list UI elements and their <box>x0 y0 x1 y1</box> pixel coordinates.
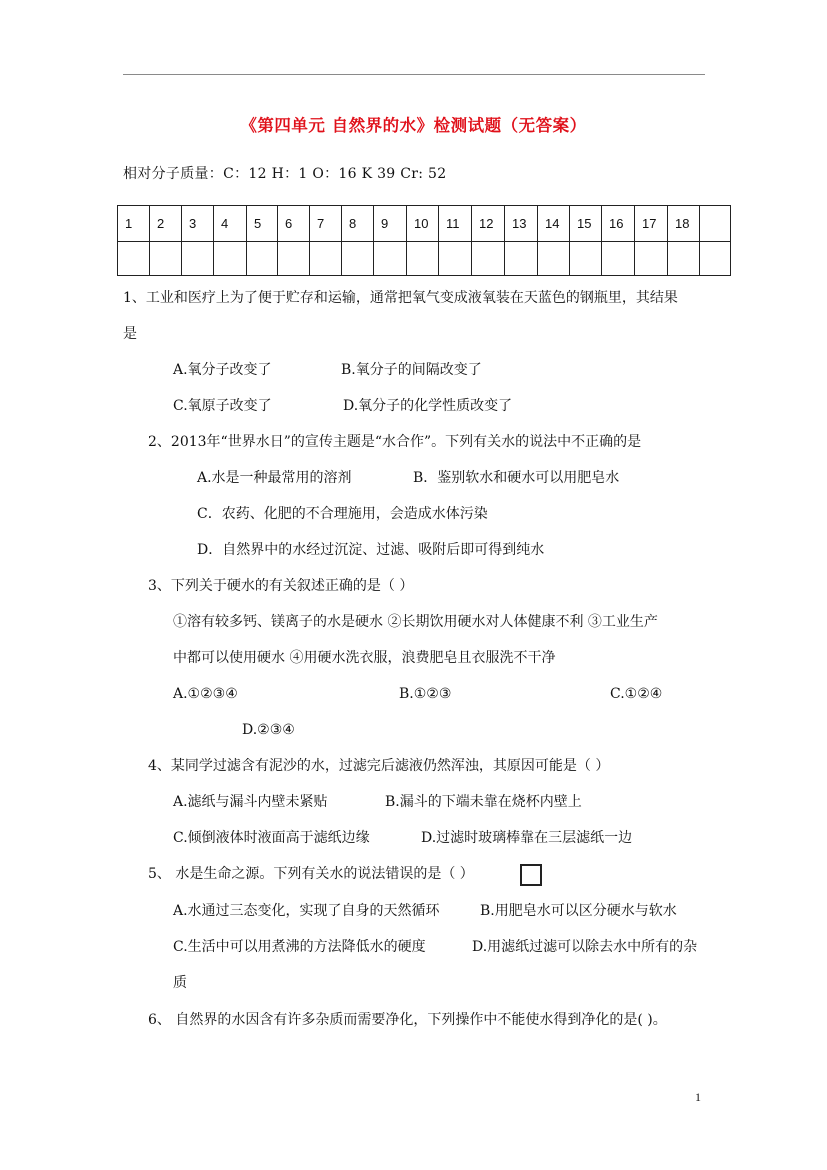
q3-statements-line2: 中都可以使用硬水 ④用硬水洗衣服，浪费肥皂且衣服洗不干净 <box>173 650 556 666</box>
answer-cell[interactable] <box>342 242 374 276</box>
answer-table-blank-row <box>118 242 731 276</box>
answer-cell[interactable] <box>150 242 182 276</box>
answer-number-12: 12 <box>472 206 505 242</box>
q4-option-d: D.过滤时玻璃棒靠在三层滤纸一边 <box>421 830 633 846</box>
answer-cell[interactable] <box>668 242 700 276</box>
q2-option-a: A.水是一种最常用的溶剂 <box>197 470 352 486</box>
q2-option-d: D．自然界中的水经过沉淀、过滤、吸附后即可得到纯水 <box>197 542 545 558</box>
q2-option-c: C．农药、化肥的不合理施用，会造成水体污染 <box>197 506 488 522</box>
page-number: 1 <box>695 1090 701 1104</box>
answer-cell[interactable] <box>439 242 472 276</box>
answer-cell[interactable] <box>700 242 731 276</box>
answer-box[interactable] <box>520 864 542 886</box>
answer-number-2: 2 <box>150 206 182 242</box>
q5-option-a: A.水通过三态变化，实现了自身的天然循环 <box>173 903 440 919</box>
q3-option-c: C.①②④ <box>610 686 663 702</box>
q5-option-d-line2: 质 <box>173 975 187 991</box>
answer-cell[interactable] <box>310 242 342 276</box>
q3-option-a: A.①②③④ <box>173 686 238 702</box>
q2-option-b: B．鉴别软水和硬水可以用肥皂水 <box>413 470 620 486</box>
q1-option-a: A.氧分子改变了 <box>173 362 272 378</box>
answer-table-number-row <box>118 206 731 242</box>
relative-mass-line: 相对分子质量：C：12 H：1 O：16 K 39 Cr: 52 <box>123 166 447 182</box>
answer-cell[interactable] <box>538 242 570 276</box>
answer-number-5: 5 <box>247 206 278 242</box>
answer-number-18: 18 <box>668 206 700 242</box>
answer-number-1: 1 <box>118 206 150 242</box>
page-title: 《第四单元 自然界的水》检测试题（无答案） <box>240 116 587 135</box>
answer-number-3: 3 <box>182 206 214 242</box>
answer-cell[interactable] <box>407 242 439 276</box>
q4-stem: 4、某同学过滤含有泥沙的水，过滤完后滤液仍然浑浊，其原因可能是（ ） <box>148 758 610 774</box>
answer-cell[interactable] <box>374 242 407 276</box>
q5-stem: 5、 水是生命之源。下列有关水的说法错误的是（ ） <box>148 866 474 882</box>
answer-number-10: 10 <box>407 206 439 242</box>
answer-number-7: 7 <box>310 206 342 242</box>
q5-option-c: C.生活中可以用煮沸的方法降低水的硬度 <box>173 939 426 955</box>
q4-option-a: A.滤纸与漏斗内壁未紧贴 <box>173 794 328 810</box>
q5-option-b: B.用肥皂水可以区分硬水与软水 <box>480 903 677 919</box>
q1-stem-line2: 是 <box>123 326 137 342</box>
answer-number-4: 4 <box>214 206 247 242</box>
answer-cell[interactable] <box>214 242 247 276</box>
answer-table <box>117 205 731 276</box>
answer-number-15: 15 <box>570 206 602 242</box>
q3-option-d: D.②③④ <box>242 722 295 738</box>
answer-cell[interactable] <box>570 242 602 276</box>
q5-option-d-line1: D.用滤纸过滤可以除去水中所有的杂 <box>472 939 698 955</box>
answer-number-blank <box>700 206 731 242</box>
q4-option-b: B.漏斗的下端未靠在烧杯内壁上 <box>385 794 582 810</box>
answer-number-17: 17 <box>635 206 668 242</box>
answer-number-8: 8 <box>342 206 374 242</box>
answer-cell[interactable] <box>182 242 214 276</box>
q4-option-c: C.倾倒液体时液面高于滤纸边缘 <box>173 830 370 846</box>
answer-cell[interactable] <box>247 242 278 276</box>
q6-stem: 6、 自然界的水因含有许多杂质而需要净化，下列操作中不能使水得到净化的是( )。 <box>148 1012 667 1028</box>
answer-number-13: 13 <box>505 206 538 242</box>
q3-statements-line1: ①溶有较多钙、镁离子的水是硬水 ②长期饮用硬水对人体健康不利 ③工业生产 <box>173 614 658 630</box>
answer-number-11: 11 <box>439 206 472 242</box>
answer-cell[interactable] <box>635 242 668 276</box>
q3-option-b: B.①②③ <box>399 686 452 702</box>
answer-cell[interactable] <box>118 242 150 276</box>
q1-option-c: C.氧原子改变了 <box>173 398 272 414</box>
header-rule <box>123 74 705 75</box>
q2-stem: 2、2013年“世界水日”的宣传主题是“水合作”。下列有关水的说法中不正确的是 <box>148 434 642 450</box>
answer-number-6: 6 <box>278 206 310 242</box>
answer-number-16: 16 <box>602 206 635 242</box>
answer-number-14: 14 <box>538 206 570 242</box>
q1-option-b: B.氧分子的间隔改变了 <box>341 362 482 378</box>
answer-cell[interactable] <box>602 242 635 276</box>
q1-option-d: D.氧分子的化学性质改变了 <box>343 398 513 414</box>
q3-stem: 3、下列关于硬水的有关叙述正确的是（ ） <box>148 578 414 594</box>
answer-number-9: 9 <box>374 206 407 242</box>
answer-cell[interactable] <box>278 242 310 276</box>
answer-cell[interactable] <box>505 242 538 276</box>
q1-stem-line1: 1、工业和医疗上为了便于贮存和运输，通常把氧气变成液氧装在天蓝色的钢瓶里，其结果 <box>123 290 678 306</box>
answer-cell[interactable] <box>472 242 505 276</box>
